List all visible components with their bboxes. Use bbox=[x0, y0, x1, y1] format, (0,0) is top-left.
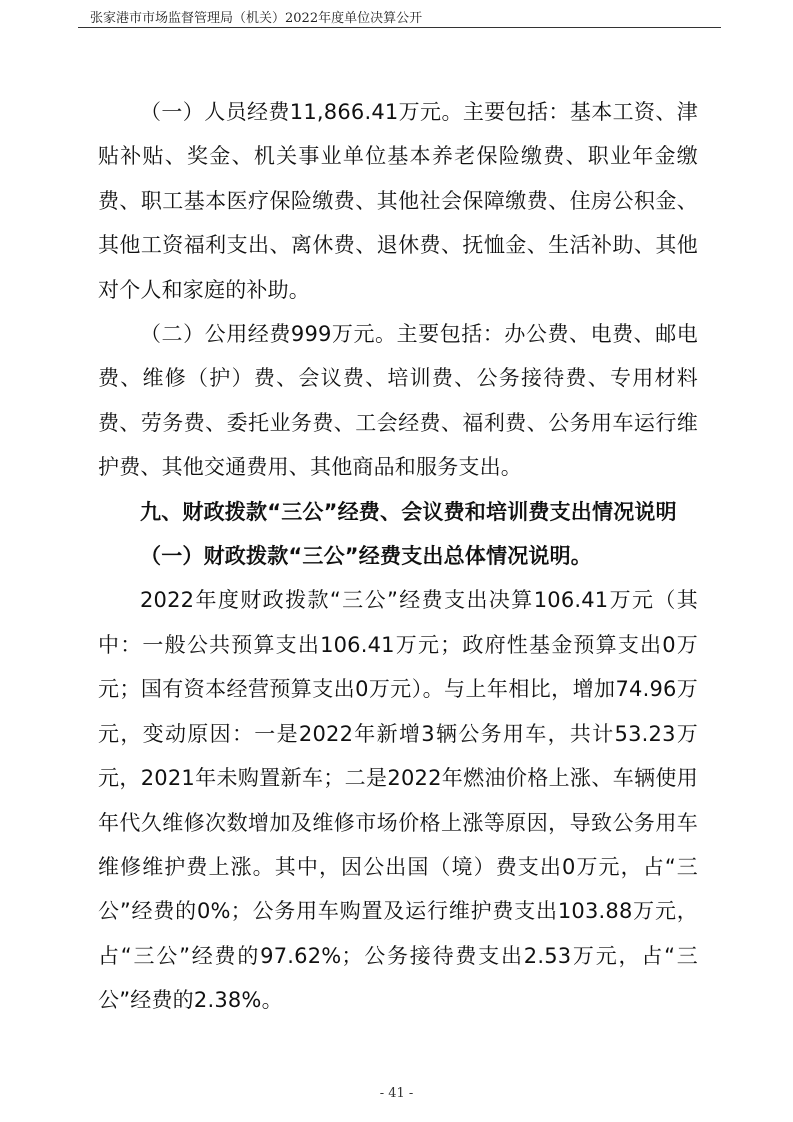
header-divider bbox=[78, 27, 721, 28]
document-body bbox=[98, 90, 698, 1023]
section-heading: 九、财政拨款“三公”经费、会议费和培训费支出情况说明 bbox=[140, 499, 677, 524]
public-expense-paragraph: （二）公用经费999万元。主要包括：办公费、电费、邮电费、维修（护）费、会议费、培训费、公务接待费、专用材料费、劳务费、委托业务费、工会经费、福利费、公务用车运行维护费、其他交通费用、其他商品和服务支出。 bbox=[98, 322, 698, 480]
running-header: 张家港市市场监督管理局（机关）2022年度单位决算公开 bbox=[90, 11, 423, 26]
personnel-expense-paragraph: （一）人员经费11,866.41万元。主要包括：基本工资、津贴补贴、奖金、机关事业单位基本养老保险缴费、职业年金缴费、职工基本医疗保险缴费、其他社会保障缴费、住房公积金、其他工资福利支出、离休费、退休费、抚恤金、生活补助、其他对个人和家庭的补助。 bbox=[98, 100, 698, 302]
summary-paragraph: 2022年度财政拨款“三公”经费支出决算106.41万元（其中：一般公共预算支出106.41万元；政府性基金预算支出0万元；国有资本经营预算支出0万元）。与上年相比，增加74.96万元，变动原因：一是2022年新增3辆公务用车，共计53.23万元，2021年未购置新车；二是2022年燃油价格上涨、车辆使用年代久维修次数增加及维修市场价格上涨等原因，导致公务用车维修维护费上涨。其中，因公出国（境）费支出0万元，占“三公”经费的0%；公务用车购置及运行维护费支出103.88万元，占“三公”经费的97.62%；公务接待费支出2.53万元，占“三公”经费的2.38%。 bbox=[98, 588, 698, 1013]
page-number: - 41 - bbox=[379, 1086, 414, 1101]
subsection-heading: （一）财政拨款“三公”经费支出总体情况说明。 bbox=[140, 544, 593, 569]
